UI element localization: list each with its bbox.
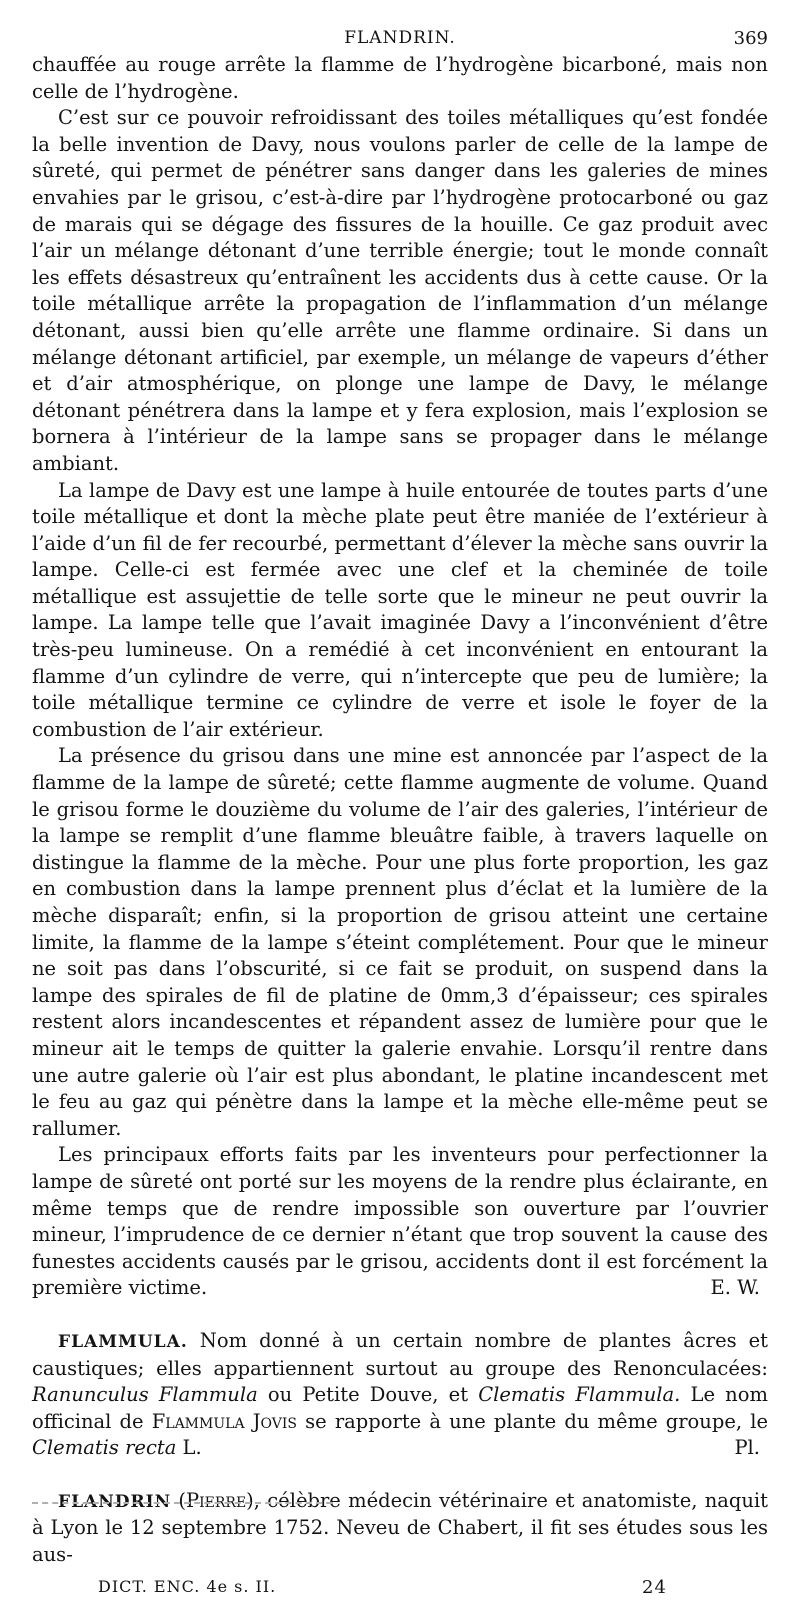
page-number: 369 xyxy=(733,28,768,49)
entry-flandrin xyxy=(32,1488,768,1569)
entry-flammula-officinal-name: Flammula Jovis xyxy=(151,1409,297,1433)
paragraph-1: chauffée au rouge arrête la flamme de l’hydrogène bicarboné, mais non celle de l’hydrogène. xyxy=(32,53,768,103)
entry-flammula-species-2: Clematis Flammula. xyxy=(478,1383,681,1407)
entry-flammula-text-3: Le nom officinal de xyxy=(32,1383,768,1433)
entry-flammula-text-2: ou Petite Douve, et xyxy=(267,1383,469,1407)
entry-term-flammula: FLAMMULA. xyxy=(58,1331,188,1352)
footer-sheet-number: 24 xyxy=(642,1576,667,1598)
entry-flammula xyxy=(32,1328,768,1462)
bottom-dashed-rule xyxy=(32,1502,332,1504)
entry-flammula-species-1: Ranunculus Flammula xyxy=(32,1383,258,1407)
paragraph-5 xyxy=(32,1142,768,1302)
document-page xyxy=(32,22,768,1603)
paragraph-2: C’est sur ce pouvoir refroidissant des toiles métalliques qu’est fondée la belle invention de Davy, nous voulons parler de celle de la lampe de sûreté, qui permet de pénétrer sans danger dans les galeries de mines envahies par le grisou, c’est-à-dire par l’hydrogène protocarboné ou gaz de marais qui se dégage des fissures de la houille. Ce gaz produit avec l’air un mélange détonant d’une terrible énergie; tout le monde connaît les effets désastreux qu’entraînent les accidents dus à cette cause. Or la toile métallique arrête la propagation de l’inflammation d’un mélange détonant, aussi bien qu’elle arrête une flamme ordinaire. Si dans un mélange détonant artificiel, par exemple, un mélange de vapeurs d’éther et d’air atmosphérique, on plonge une lampe de Davy, le mélange détonant pénétrera dans la lampe et y fera explosion, mais l’explosion se bornera à l’intérieur de la lampe sans se propager dans le mélange ambiant. xyxy=(32,106,768,475)
paragraph-3: La lampe de Davy est une lampe à huile entourée de toutes parts d’une toile métallique et dont la mèche plate peut être maniée de l’extérieur à l’aide d’un fil de fer recourbé, permettant d’élever la mèche sans ouvrir la lampe. Celle-ci est fermée avec une clef et la cheminée de toile métallique est assujettie de telle sorte que le mineur ne peut ouvrir la lampe. La lampe telle que l’avait imaginée Davy a l’inconvénient d’être très-peu lumineuse. On a remédié à cet inconvénient en entourant la flamme d’un cylindre de verre, qui n’intercepte que peu de lumière; la toile métallique termine ce cylindre de verre et isole le foyer de la combustion de l’air extérieur. xyxy=(32,478,768,741)
paragraph-5-text: Les principaux efforts faits par les inventeurs pour perfectionner la lampe de sûreté ont porté sur les moyens de la rendre plus éclairante, en même temps que de rendre impossible son ouverture par l’ouvrier mineur, l’imprudence de ce dernier n’étant que trop souvent la cause des funestes accidents causés par le grisou, accidents dont il est forcément la première victime. xyxy=(32,1143,768,1300)
entry-term-flandrin: FLANDRIN xyxy=(58,1491,172,1512)
author-signature: E. W. xyxy=(710,1276,760,1300)
entry-flammula-species-3: Clematis recta xyxy=(32,1436,177,1460)
entry-flammula-text-4: se rapporte à une plante du même groupe, le xyxy=(305,1409,769,1433)
entry-flammula-text-5: L. xyxy=(182,1436,202,1460)
running-title: FLANDRIN. xyxy=(344,28,456,48)
article-body xyxy=(32,52,768,1569)
running-header xyxy=(32,22,768,52)
page-footer xyxy=(32,1577,768,1603)
entry-flammula-text-1: Nom donné à un certain nombre de plantes âcres et caustiques; elles appartiennent surtout au groupe des Renonculacées: xyxy=(32,1328,769,1380)
footer-signature-mark: DICT. ENC. 4e s. II. xyxy=(98,1576,277,1596)
paragraph-4: La présence du grisou dans une mine est annoncée par l’aspect de la flamme de la lampe de sûreté; cette flamme augmente de volume. Quand le grisou forme le douzième du volume de l’air des galeries, l’intérieur de la lampe se remplit d’une flamme bleuâtre faible, à travers laquelle on distingue la flamme de la mèche. Pour une plus forte proportion, les gaz en combustion dans la lampe prennent plus d’éclat et la lumière de la mèche disparaît; enfin, si la proportion de grisou atteint une certaine limite, la flamme de la lampe s’éteint complétement. Pour que le mineur ne soit pas dans l’obscurité, si ce fait se produit, on suspend dans la lampe des spirales de fil de platine de 0mm,3 d’épaisseur; ces spirales restent alors incandescentes et répandent assez de lumière pour que le mineur ait le temps de quitter la galerie envahie. Lorsqu’il rentre dans une autre galerie où l’air est plus abondant, le platine incandescent met le feu au gaz qui pénètre dans la lampe et la mèche elle-même peut se rallumer. xyxy=(32,744,768,1140)
entry-flammula-signature: Pl. xyxy=(734,1436,760,1460)
entry-flandrin-text: célèbre médecin vétérinaire et anatomiste, naquit à Lyon le 12 septembre 1752. Neveu de Chabert, il fit ses études sous les aus- xyxy=(32,1488,769,1567)
entry-flandrin-firstname: (Pierre), xyxy=(178,1488,260,1512)
